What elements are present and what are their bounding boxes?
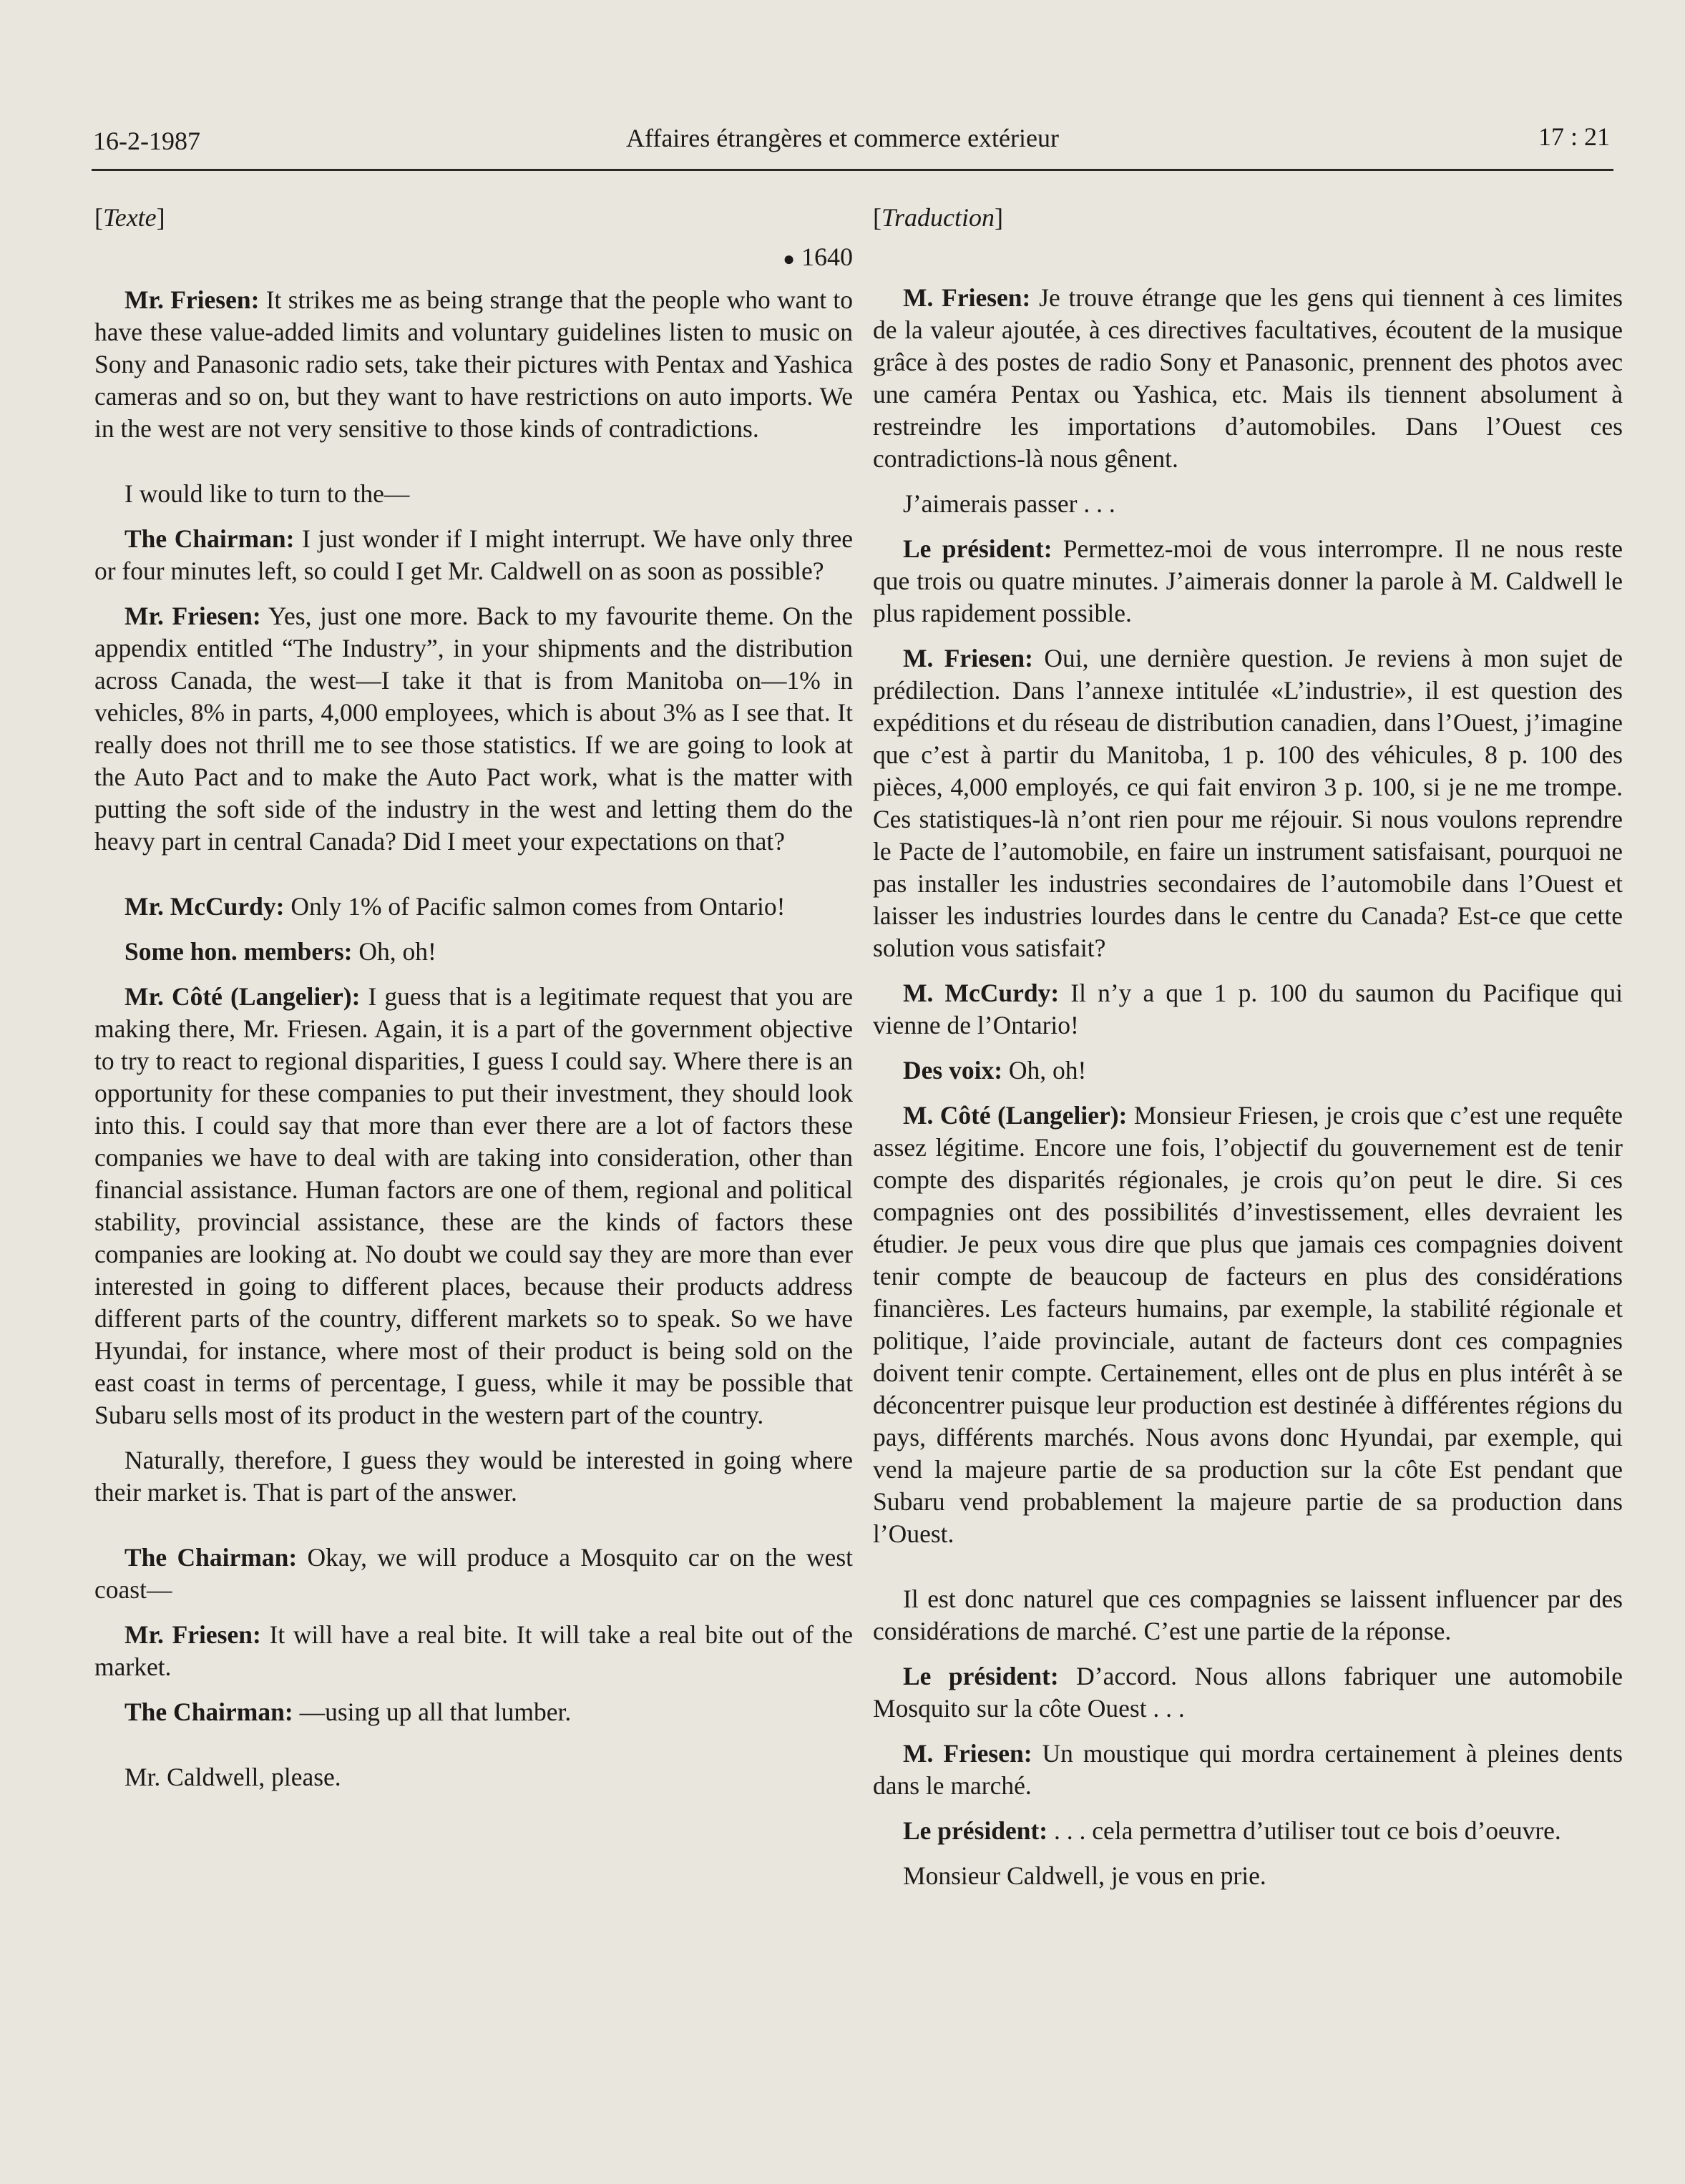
paragraph-text: I would like to turn to the— (124, 479, 410, 508)
section-tag: [Texte] (94, 203, 165, 232)
paragraph-text: I just wonder if I might interrupt. We have only three or four minutes left, so could I get Mr. Caldwell on as soon as possible? (94, 524, 853, 585)
section-tag: [Traduction] (873, 203, 1004, 232)
paragraph (94, 523, 853, 587)
speaker-name: M. Côté (Langelier): (903, 1101, 1128, 1130)
speaker-name: Le président: (903, 534, 1052, 563)
paragraph (94, 1696, 853, 1728)
paragraph (94, 1761, 853, 1793)
paragraph (94, 284, 853, 445)
header-page-number: 17 : 21 (1538, 122, 1610, 151)
speaker-name: Mr. Friesen: (124, 602, 261, 630)
paragraph-text: Il n’y a que 1 p. 100 du saumon du Pacifique qui vienne de l’Ontario! (873, 979, 1623, 1039)
paragraph-text: Un moustique qui mordra certainement à pleines dents dans le marché. (873, 1739, 1623, 1800)
speaker-name: Mr. Côté (Langelier): (124, 982, 361, 1011)
header-date: 16-2-1987 (93, 127, 200, 155)
section-tag-label: Texte (103, 203, 157, 232)
paragraph (873, 282, 1623, 475)
paragraph (94, 936, 853, 968)
speaker-name: Des voix: (903, 1056, 1003, 1084)
paragraph (94, 1542, 853, 1606)
header-title: Affaires étrangères et commerce extérieur (626, 124, 1059, 152)
paragraph-text: Oui, une dernière question. Je reviens à mon sujet de prédilection. Dans l’annexe intitulée «L’industrie», il est question des expéditions et du réseau de distribution canadien, dans l’Ouest, j’imagine que c’est à partir du Manitoba, 1 p. 100 des véhicules, 8 p. 100 des pièces, 4,000 employés, ce qui fait environ 3 p. 100, si je ne me trompe. Ces statistiques-là n’ont rien pour me réjouir. Si nous voulons reprendre le Pacte de l’automobile, en faire un instrument satisfaisant, pourquoi ne pas installer les industries secondaires de l’automobile dans l’Ouest et laisser les industries lourdes dans le centre du Canada? Est-ce que cette solution vous satisfait? (873, 644, 1623, 962)
spacer (873, 241, 1623, 282)
french-paragraphs (873, 282, 1623, 1892)
paragraph (873, 1738, 1623, 1802)
speaker-name: Mr. Friesen: (124, 1620, 261, 1649)
paragraph-text: Only 1% of Pacific salmon comes from Ontario! (284, 892, 786, 921)
paragraph (873, 1100, 1623, 1550)
paragraph-text: Oh, oh! (1002, 1056, 1087, 1084)
speaker-name: M. Friesen: (903, 644, 1033, 672)
paragraph-text: . . . cela permettra d’utiliser tout ce bois d’oeuvre. (1047, 1816, 1561, 1845)
paragraph (873, 488, 1623, 520)
paragraph (94, 600, 853, 858)
paragraph-text: Naturally, therefore, I guess they would be interested in going where their market is. That is part of the answer. (94, 1446, 853, 1507)
bullet-icon: ● (783, 248, 795, 270)
paragraph (94, 1444, 853, 1509)
header-rule (92, 169, 1613, 171)
paragraph-text: D’accord. Nous allons fabriquer une automobile Mosquito sur la côte Ouest . . . (873, 1662, 1623, 1723)
paragraph (873, 1054, 1623, 1087)
paragraph (873, 1815, 1623, 1847)
section-tag-label: Traduction (881, 203, 995, 232)
time-marker-value: 1640 (801, 243, 853, 271)
paragraph (873, 977, 1623, 1042)
speaker-name: M. McCurdy: (903, 979, 1060, 1007)
speaker-name: Mr. Friesen: (124, 285, 260, 314)
paragraph (94, 478, 853, 510)
paragraph (94, 981, 853, 1431)
speaker-name: The Chairman: (124, 1698, 293, 1726)
speaker-name: The Chairman: (124, 524, 295, 553)
english-paragraphs (94, 284, 853, 1793)
paragraph (873, 1583, 1623, 1647)
speaker-name: Le président: (903, 1816, 1048, 1845)
paragraph (873, 1860, 1623, 1892)
paragraph (94, 1619, 853, 1683)
french-column (873, 202, 1623, 1905)
paragraph-text: J’aimerais passer . . . (903, 489, 1115, 518)
speaker-name: Le président: (903, 1662, 1059, 1690)
paragraph-text: —using up all that lumber. (293, 1698, 572, 1726)
paragraph-text: Monsieur Caldwell, je vous en prie. (903, 1861, 1266, 1890)
paragraph-text: It strikes me as being strange that the people who want to have these value-added limits and voluntary guidelines listen to music on Sony and Panasonic radio sets, take their pictures with Pentax and Yashica cameras and so on, but they want to have restrictions on auto imports. We in the west are not very sensitive to those kinds of contradictions. (94, 285, 853, 443)
paragraph-text: Oh, oh! (352, 937, 436, 966)
paragraph-text: I guess that is a legitimate request that you are making there, Mr. Friesen. Again, it is a part of the government objective to try to react to regional disparities, I guess I could say. Where there is an opportunity for these companies to put their investment, they should look into this. I could say that more than ever there are a lot of factors these companies we have to deal with are taking into consideration, other than financial assistance. Human factors are one of them, regional and political stability, provincial assistance, these are the kinds of factors these companies are looking at. No doubt we could say they are more than ever interested in going to different places, because their products address different parts of the country, different markets so to speak. So we have Hyundai, for instance, where most of their product is being sold on the east coast in terms of percentage, I guess, while it may be possible that Subaru sells most of its product in the western part of the country. (94, 982, 854, 1429)
paragraph (873, 1660, 1623, 1725)
paragraph (873, 642, 1623, 964)
speaker-name: Some hon. members: (124, 937, 353, 966)
speaker-name: M. Friesen: (903, 283, 1031, 312)
paragraph-text: Yes, just one more. Back to my favourite theme. On the appendix entitled “The Industry”, in your shipments and the distribution across Canada, the west—I take it that is from Manitoba on—1% in vehicles, 8% in parts, 4,000 employees, which is about 3% as I see that. It really does not thrill me to see those statistics. If we are going to look at the Auto Pact and to make the Auto Pact work, what is the matter with putting the soft side of the industry in the west and letting them do the heavy part in central Canada? Did I meet your expectations on that? (94, 602, 853, 856)
english-column (94, 202, 853, 1806)
paragraph-text: Mr. Caldwell, please. (124, 1763, 341, 1791)
paragraph-text: Je trouve étrange que les gens qui tiennent à ces limites de la valeur ajoutée, à ces directives facultatives, écoutent de la musique grâce à des postes de radio Sony et Panasonic, prennent des photos avec une caméra Pentax ou Yashica, etc. Mais ils tiennent absolument à restreindre les importations d’automobiles. Dans l’Ouest ces contradictions-là nous gênent. (873, 283, 1623, 473)
paragraph-text: Il est donc naturel que ces compagnies se laissent influencer par des considérations de marché. C’est une partie de la réponse. (873, 1585, 1623, 1645)
paragraph (873, 533, 1623, 630)
paragraph (94, 891, 853, 923)
speaker-name: The Chairman: (124, 1543, 298, 1572)
paragraph-text: Okay, we will produce a Mosquito car on the west coast— (94, 1543, 853, 1604)
paragraph-text: It will have a real bite. It will take a real bite out of the market. (94, 1620, 854, 1681)
paragraph-text: Monsieur Friesen, je crois que c’est une requête assez légitime. Encore une fois, l’objectif du gouvernement est de tenir compte des disparités régionales, je crois qu’on peut le dire. Si ces compagnies ont des possibilités d’investissement, elles devraient les étudier. Je peux vous dire que plus que jamais ces compagnies doivent tenir compte de beaucoup de facteurs en plus des considérations financières. Les facteurs humains, par exemple, la stabilité régionale et politique, l’aide provinciale, autant de facteurs dont ces compagnies doivent tenir compte. Certainement, elles ont de plus en plus intérêt à se déconcentrer puisque leur production est destinée à différentes régions du pays, différents marchés. Nous avons donc Hyundai, par exemple, qui vend la majeure partie de sa production sur la côte Est pendant que Subaru vend probablement la majeure partie de sa production dans l’Ouest. (873, 1101, 1623, 1548)
paragraph-text: Permettez-moi de vous interrompre. Il ne nous reste que trois ou quatre minutes. J’aimerais donner la parole à M. Caldwell le plus rapidement possible. (873, 534, 1623, 627)
speaker-name: M. Friesen: (903, 1739, 1032, 1768)
time-marker (94, 241, 853, 275)
speaker-name: Mr. McCurdy: (124, 892, 285, 921)
